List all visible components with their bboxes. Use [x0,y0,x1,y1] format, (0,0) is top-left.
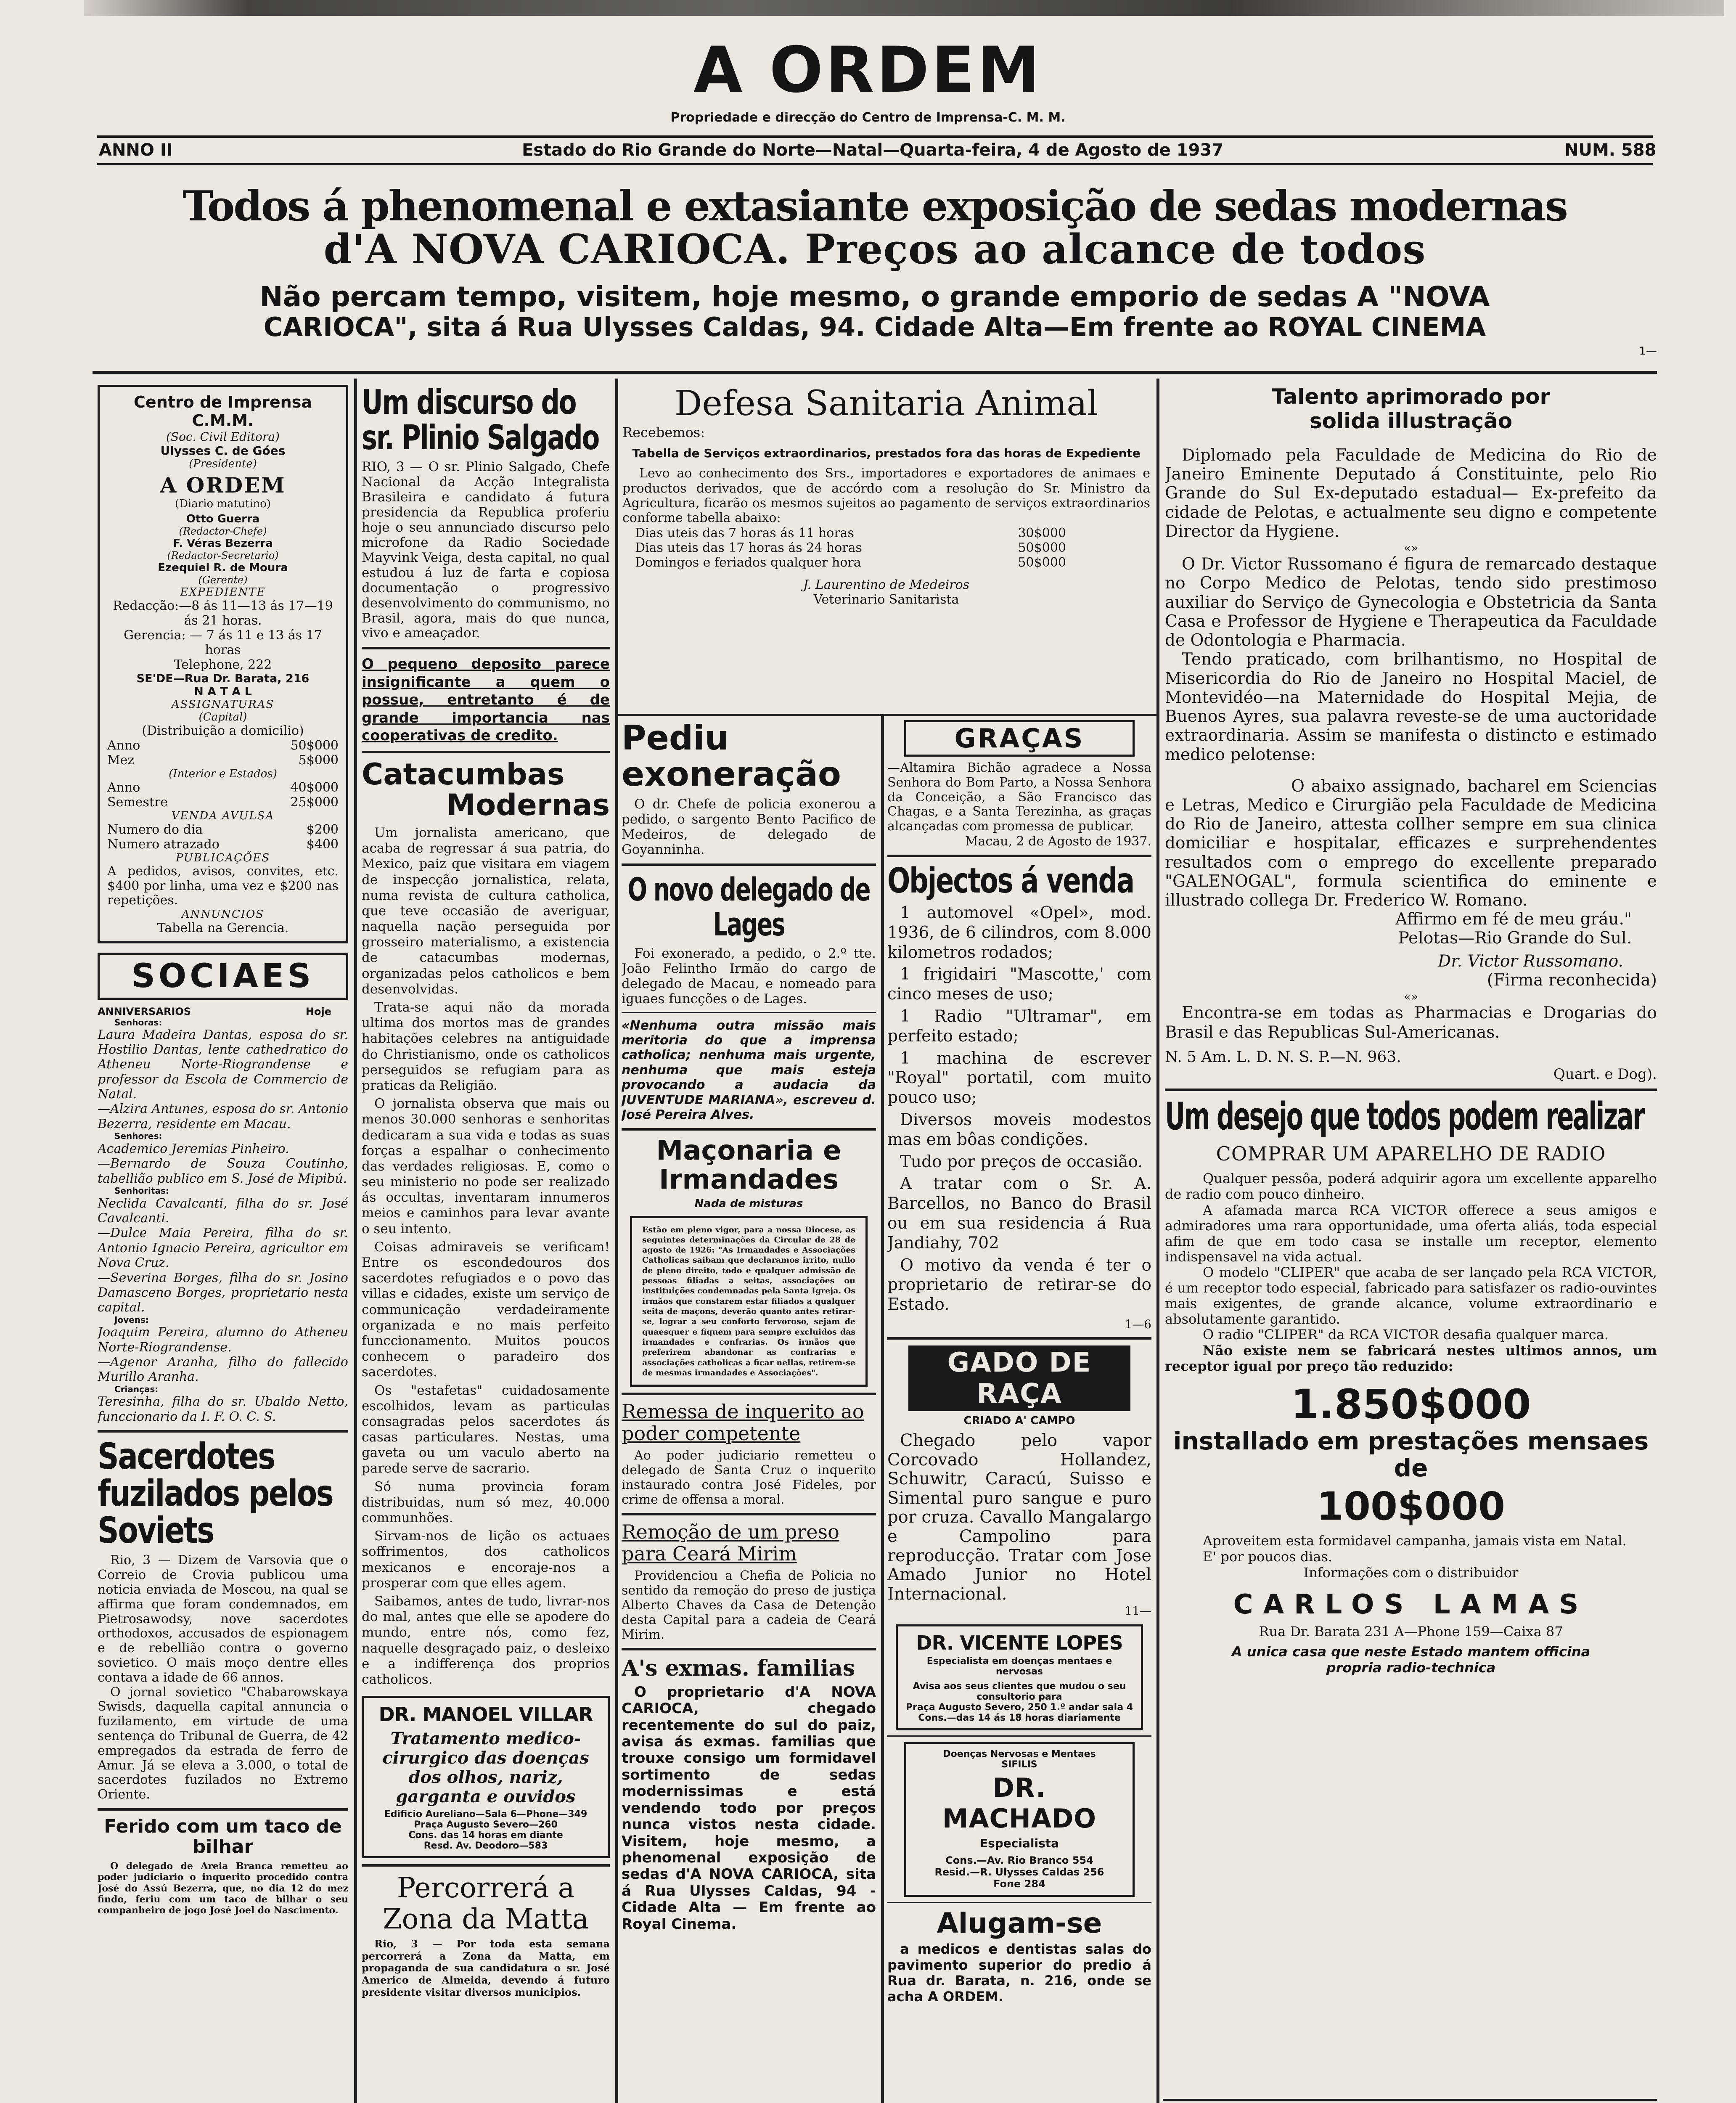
sacerdotes-headline: Sacerdotes fuzilados pelos Soviets [98,1436,333,1552]
imprensa-quote: «Nenhuma outra missão mais meritoria do que a imprensa catholica; nenhuma mais urgente, nenhuma que mais esteja provocando a audacia da JUVENTUDE MARIANA», escreveu d. José Pereira Alves. [622,1018,876,1122]
radio-distributor: CARLOS LAMAS [1233,1589,1589,1621]
column-rule-3 [881,715,884,2103]
catacumbas-headline-2: Modernas [446,788,610,823]
gracas-headline: GRAÇAS [904,720,1135,757]
remocao-headline: Remoção de um preso para Ceará Mirim [622,1520,839,1565]
sociaes-title: SOCIAES [98,953,348,1000]
column-rule-4 [1156,379,1159,2103]
defesa-rule [618,714,1156,716]
machado-ad: Doenças Nervosas e Mentaes SIFILIS DR. MACHADO Especialista Cons.—Av. Rio Branco 554 Resid.—R. Ulysses Caldas 256 Fone 284 [904,1742,1135,1897]
centro-imprensa-box: Centro de Imprensa C.M.M. (Soc. Civil Editora) Ulysses C. de Góes (Presidente) A ORDEM (Diario matutino) Otto Guerra (Redactor-Chefe) F. Véras Bezerra (Redactor-Secretario) Ezequiel R. de Moura (Gerente) EXPEDIENTE Redacção:—8 ás 11—13 ás 17—19 ás 21 horas. Gerencia: — 7 ás 11 e 13 ás 17 horas Telephone, 222 SE'DE—Rua Dr. Barata, 216 N A T A L ASSIGNATURAS (Capital) (Distribuição a domicilio) Anno 50$000 Mez 5$000 (Interior e Estados) Anno 40$000 Semestre 25$000 VENDA AVULSA Numero do dia $200 Numero atrazado $400 PUBLICAÇÕES A pedidos, avisos, convites, etc. $400 por linha, uma vez e $200 nas repetições. ANNUNCIOS Tabella na Gerencia. [98,385,348,943]
alugam-headline: Alugam-se [937,1907,1102,1940]
masthead-title: A ORDEM [693,34,1043,107]
maconaria-headline: Maçonaria e Irmandades [656,1135,842,1196]
percorrera-headline: Percorrerá a Zona da Matta [382,1872,589,1935]
masthead [0,0,1736,185]
banner-ad [93,182,1657,366]
maconaria-box: Estão em pleno vigor, para a nossa Diocese, as seguintes determinações da Circular de 28 de agosto de 1926: "As Irmandades e Associações Catholicas saibam que declaramos irrito, nullo de pleno direito, todo e qualquer admissão de pessoas filiadas a seitas, associações ou instituições condemnadas pela Santa Igreja. Os irmãos que constarem estar filiados a qualquer seita de maçons, deverão quanto antes retirar-se, lograr a seu conforto fervoroso, sejam de quaesquer e fiquem para sempre excluidos das irmandades e confrarias. Os irmãos que preferirem abandonar as confrarias e associações catholicas a ficar nellas, retirem-se de mesmas irmandades e Associações". [630,1216,868,1387]
banner-tag: 1— [1639,345,1657,358]
radio-price-monthly: 100$000 [1316,1484,1506,1529]
ferido-headline: Ferido com um taco de bilhar [104,1815,342,1858]
gado-headline: GADO DE RAÇA [908,1345,1130,1411]
banner-line-3: Não percam tempo, visitem, hoje mesmo, o grande emporio de sedas A "NOVA [259,280,1490,313]
talento-headline: Talento aprimorado por solida illustração [1271,385,1551,433]
banner-line-2: d'A NOVA CARIOCA. Preços ao alcance de todos [323,225,1426,273]
exmas-headline: A's exmas. familias [622,1655,855,1682]
column-1: Centro de Imprensa C.M.M. (Soc. Civil Editora) Ulysses C. de Góes (Presidente) A ORDEM (Diario matutino) Otto Guerra (Redactor-Chefe) F. Véras Bezerra (Redactor-Secretario) Ezequiel R. de Moura (Gerente) EXPEDIENTE Redacção:—8 ás 11—13 ás 17—19 ás 21 horas. Gerencia: — 7 ás 11 e 13 ás 17 horas Telephone, 222 SE'DE—Rua Dr. Barata, 216 N A T A L ASSIGNATURAS (Capital) (Distribuição a domicilio) Anno 50$000 Mez 5$000 (Interior e Estados) Anno 40$000 Semestre 25$000 VENDA AVULSA Numero do dia $200 Numero atrazado $400 PUBLICAÇÕES A pedidos, avisos, convites, etc. $400 por linha, uma vez e $200 nas repetições. ANNUNCIOS Tabella na Gerencia. SOCIAES ANNIVERSARIOS Hoje Senhoras: Laura Madeira Dantas, esposa do sr. Hostilio Dantas, lente cathedratico do Atheneu Norte-Riograndense e professor da Escola de Commercio de Natal. —Alzira Antunes, esposa do sr. Antonio Bezerra, residente em Macau. Senhores: Academico Jeremias Pinheiro. —Bernardo de Souza Coutinho, tabellião publico em S. José de Mipibú. Senhoritas: Neclida Cavalcanti, filha do sr. José Cavalcanti. —Dulce Maia Pereira, filha do sr. Antonio Ignacio Pereira, agricultor em Nova Cruz. —Severina Borges, filha do sr. Josino Damasceno Borges, proprietario nesta capital. Jovens: Joaquim Pereira, alumno do Atheneu Norte-Riograndense. —Agenor Aranha, filho do fallecido Murillo Aranha. Crianças: Teresinha, filha do sr. Ubaldo Netto, funccionario da I. F. O. C. S. Sacerdotes fuzilados pelos Soviets Rio, 3 — Dizem de Varsovia que o Correio de Crovia publicou uma noticia enviada de Moscou, na qual se affirma que foram condemnados, em Pietrosawodsy, nove sacerdotes orthodoxos, accusados de espionagem e de rebellião contra o governo sovietico. O mais moço dentre elles contava a idade de 66 annos. O jornal sovietico "Chabarowskaya Swisds, daquella capital annuncia o fuzilamento, em virtude de uma sentença do Tribunal de Guerra, de 42 empregados da estrada de ferro de Amur. Já se eleva a 3.000, o total de sacerdotes fuzilados no Extremo Oriente. Ferido com um taco de bilhar O delegado de Areia Branca remetteu ao poder judiciario o inquerito procedido contra José do Assú Bezerra, que, no dia 12 do mez findo, feriu com um taco de bilhar o seu companheiro de jogo José Joel do Nascimento. [98,385,348,2103]
masthead-subtitle: Propriedade e direcção do Centro de Imprensa-C. M. M. [670,110,1066,125]
sociaes-entries: Laura Madeira Dantas, esposa do sr. Hostilio Dantas, lente cathedratico do Atheneu Norte-Riograndense e professor da Escola de Commercio de Natal. —Alzira Antunes, esposa do sr. Antonio Bezerra, residente em Macau. Senhores: Academico Jeremias Pinheiro. —Bernardo de Souza Coutinho, tabellião publico em S. José de Mipibú. Senhoritas: Neclida Cavalcanti, filha do sr. José Cavalcanti. —Dulce Maia Pereira, filha do sr. Antonio Ignacio Pereira, agricultor em Nova Cruz. —Severina Borges, filha do sr. Josino Damasceno Borges, proprietario nesta capital. Jovens: Joaquim Pereira, alumno do Atheneu Norte-Riograndense. —Agenor Aranha, filho do fallecido Murillo Aranha. Crianças: Teresinha, filha do sr. Ubaldo Netto, funccionario da I. F. O. C. S. [98,1027,348,1424]
banner-line-1: Todos á phenomenal e extasiante exposição de sedas modernas [183,182,1567,230]
radio-headline: Um desejo que todos podem realizar [1165,1094,1644,1139]
banner-rule [93,371,1657,374]
discurso-headline: Um discurso do sr. Plinio Salgado [362,385,599,457]
objectos-headline: Objectos á venda [887,861,1134,901]
column-2: Um discurso do sr. Plinio Salgado RIO, 3 — O sr. Plinio Salgado, Chefe Nacional da Acção Integralista Brasileira e candidato á futura presidencia da Republica proferiu hoje o seu annunciado discurso pelo microfone da Radio Sociedade Mayvink Veiga, desta capital, no qual estudou á luz de farta e copiosa documentação o progressivo desenvolvimento do communismo, no Brasil, agora, mais do que nunca, vivo e ameaçador. O pequeno deposito parece insignificante a quem o possue, entretanto é de grande importancia nas cooperativas de credito. Catacumbas Modernas Um jornalista americano, que acaba de regressar á sua patria, do Mexico, paiz que visitara em viagem de inspecção jornalistica, relata, numa revista de cultura catholica, que teve occasião de averiguar, naquella nação perseguida por grosseiro materialismo, a existencia de catacumbas modernas, organizadas pelos catholicos e bem desenvolvidas. Trata-se aqui não da morada ultima dos mortos mas de grandes habitações celebres na antiguidade do Christianismo, onde os catholicos perseguidos se refugiam para as praticas da Religião. O jornalista observa que mais ou menos 30.000 senhoras e senhoritas dedicaram a sua vida e todas as suas forças a espalhar o conhecimento das verdades religiosas. E, como o seu ministerio no pode ser realizado ás occultas, inventaram innumeros meios e caminhos para levar avante o seu intento. Coisas admiraveis se verificam! Entre os escondedouros dos sacerdotes refugiados e o povo das villas e cidades, existe um serviço de communicação verdadeiramente organizada e no mais perfeito funccionamento. Muitos poucos conhecem o paradeiro dos sacerdotes. Os "estafetas" cuidadosamente escolhidos, levam as particulas consagradas pelos sacerdotes ás casas particulares. Nestas, uma gaveta ou um vaculo aberto na parede serve de sacrario. Só numa provincia foram distribuidas, num só mez, 40.000 communhões. Sirvam-nos de lição os actuaes soffrimentos, dos catholicos mexicanos e encoraje-nos a prosperar com que elles agem. Saibamos, antes de tudo, livrar-nos do mal, antes que elle se apodere do mundo, entre nós, como fez, naquelle desgraçado paiz, o desleixo e a indifferença dos proprios catholicos. DR. MANOEL VILLAR Tratamento medico-cirurgico das doenças dos olhos, nariz, garganta e ouvidos Edificio Aureliano—Sala 6—Phone—349 Praça Augusto Severo—260 Cons. das 14 horas em diante Resd. Av. Deodoro—583 Percorrerá a Zona da Matta Rio, 3 — Por toda esta semana percorrerá a Zona da Matta, em propaganda de sua candidatura o sr. José Americo de Almeida, devendo á futuro presidente visitar diversos municipios. [362,385,610,1999]
column-5: Talento aprimorado por solida illustração Diplomado pela Faculdade de Medicina do Rio de Janeiro Eminente Deputado á Constituinte, pelo Rio Grande do Sul Ex-deputado estadual— Ex-prefeito da cidade de Pelotas, e actualmente seu digno e competente Director da Hygiene. «» O Dr. Victor Russomano é figura de remarcado destaque no Corpo Medico de Pelotas, tendo sido prestimoso auxiliar do Serviço de Gynecologia e Obstetricia da Santa Casa e Professor de Hygiene e Therapeutica da Faculdade de Odontologia e Pharmacia. Tendo praticado, com brilhantismo, no Hospital de Misericordia do Rio de Janeiro no Hospital Maciel, de Montevidéo—na Maternidade do Hospital Mejia, de Buenos Ayres, sua palavra reveste-se de uma auctoridade extraordinaria. Assim se manifesta o distincto e estimado medico pelotense: O abaixo assignado, bacharel em Sciencias e Letras, Medico e Cirurgião pela Faculdade de Medicina do Rio de Janeiro, attesta collher sempre em sua clinica domiciliar e hospitalar, efficazes e surprehendentes resultados com o emprego do excellente preparado "GALENOGAL", formula scientifica do eminente e illustrado collega Dr. Frederico W. Romano. Affirmo em fé de meu gráu." Pelotas—Rio Grande do Sul. Dr. Victor Russomano. (Firma reconhecida) «» Encontra-se em todas as Pharmacias e Drogarias do Brasil e das Republicas Sul-Americanas. N. 5 Am. L. D. N. S. P.—N. 963. Quart. e Dog). Um desejo que todos podem realizar COMPRAR UM APARELHO DE RADIO Qualquer pessôa, poderá adquirir agora um excellente apparelho de radio com pouco dinheiro. A afamada marca RCA VICTOR offerece a seus amigos e admiradores uma rara opportunidade, uma oferta aliás, toda especial afim de que em todo casa se installe um receptor, elemento indispensavel na vida actual. O modelo "CLIPER" que acaba de ser lançado pela RCA VICTOR, é um receptor todo especial, fabricado para satisfazer os radio-ouvintes mais exigentes, de grande alcance, volume extraordinario e absolutamente garantido. O radio "CLIPER" da RCA VICTOR desafia qualquer marca. Não existe nem se fabricará nestes ultimos annos, um receptor igual por preço tão reduzido: 1.850$000 installado em prestações mensaes de 100$000 Aproveitem esta formidavel campanha, jamais vista em Natal. E' por poucos dias. Informações com o distribuidor CARLOS LAMAS Rua Dr. Barata 231 A—Phone 159—Caixa 87 A unica casa que neste Estado mantem officina propria radio-technica [1165,385,1657,1676]
defesa-headline: Defesa Sanitaria Animal [674,385,1098,424]
catacumbas-headline-1: Catacumbas [362,757,565,792]
column-4: GRAÇAS —Altamira Bichão agradece a Nossa Senhora do Bom Parto, a Nossa Senhora da Conceição, a São Francisco das Chagas, e a Santa Terezinha, as graças alcançadas com promessa de publicar. Macau, 2 de Agosto de 1937. Objectos á venda 1 automovel «Opel», mod. 1936, de 6 cilindros, com 8.000 kilometros rodados; 1 frigidairi "Mascotte,' com cinco meses de uso; 1 Radio "Ultramar", em perfeito estado; 1 machina de escrever "Royal" portatil, com muito pouco uso; Diversos moveis modestos mas em bôas condições. Tudo por preços de occasião. A tratar com o Sr. A. Barcellos, no Banco do Brasil ou em sua residencia á Rua Jandiahy, 702 O motivo da venda é ter o proprietario de retirar-se do Estado. 1—6 GADO DE RAÇA CRIADO A' CAMPO Chegado pelo vapor Corcovado Hollandez, Schuwitr, Caracú, Suisso e Simental puro sangue e puro por cruza. Cavallo Mangalargo e Campolino para reproducção. Tratar com Jose Amado Junior no Hotel Internacional. 11— DR. VICENTE LOPES Especialista em doenças mentaes e nervosas Avisa aos seus clientes que mudou o seu consultorio para Praça Augusto Severo, 250 1.º andar sala 4 Cons.—das 14 ás 18 horas diariamente Doenças Nervosas e Mentaes SIFILIS DR. MACHADO Especialista Cons.—Av. Rio Branco 554 Resid.—R. Ulysses Caldas 256 Fone 284 Alugam-se a medicos e dentistas salas do pavimento superior do predio á Rua dr. Barata, n. 216, onde se acha A ORDEM. [887,720,1151,2103]
defesa-sanitaria: Defesa Sanitaria Animal Recebemos: Tabella de Serviços extraordinarios, prestados fora das horas de Expediente Levo ao conhecimento dos Srs., importadores e exportadores de animaes e productos derivados, que de accórdo com a resolução do Sr. Ministro da Agricultura, ficarão os mesmos sujeitos ao pagamento de serviços extraordinarios conforme tabella abaixo: Dias uteis das 7 horas ás 11 horas 30$000 Dias uteis das 17 horas ás 24 horas 50$000 Domingos e feriados qualquer hora 50$000 J. Laurentino de Medeiros Veterinario Sanitarista [622,385,1150,607]
gado-box: GADO DE RAÇA CRIADO A' CAMPO [908,1345,1130,1427]
masthead-dateline: Estado do Rio Grande do Norte—Natal—Quarta-feira, 4 de Agosto de 1937 [521,140,1224,160]
masthead-year: ANNO II [99,140,173,160]
centro-title: Centro de Imprensa C.M.M. [134,393,312,430]
column-rule-1 [354,379,357,2103]
cooperativa-quote: O pequeno deposito parece insignificante a quem o possue, entretanto é de grande importancia nas cooperativas de credito. [362,656,610,744]
radio-price: 1.850$000 [1291,1380,1531,1428]
pediu-headline: Pediu exoneração [622,720,841,794]
masthead-number: NUM. 588 [1564,140,1657,160]
villar-ad: DR. MANOEL VILLAR Tratamento medico-cirurgico das doenças dos olhos, nariz, garganta e ouvidos Edificio Aureliano—Sala 6—Phone—349 Praça Augusto Severo—260 Cons. das 14 horas em diante Resd. Av. Deodoro—583 [362,1696,610,1858]
lopes-ad: DR. VICENTE LOPES Especialista em doenças mentaes e nervosas Avisa aos seus clientes que mudou o seu consultorio para Praça Augusto Severo, 250 1.º andar sala 4 Cons.—das 14 ás 18 horas diariamente [896,1624,1143,1730]
column-rule-2 [615,379,618,2103]
column-3: Pediu exoneração O dr. Chefe de policia exonerou a pedido, o sargento Bento Pacifico de Medeiros, de delegado de Goyanninha. O novo delegado de Lages Foi exonerado, a pedido, o 2.º tte. João Felintho Irmão do cargo de delegado de Macau, e nomeado para iguaes funcções o de Lages. «Nenhuma outra missão mais meritoria do que a imprensa catholica; nenhuma mais urgente, nenhuma que mais esteja provocando a audacia da JUVENTUDE MARIANA», escreveu d. José Pereira Alves. Maçonaria e Irmandades Nada de misturas Estão em pleno vigor, para a nossa Diocese, as seguintes determinações da Circular de 28 de agosto de 1926: "As Irmandades e Associações Catholicas saibam que declaramos irrito, nullo de pleno direito, todo e qualquer admissão de pessoas filiadas a seitas, associações ou instituições condemnadas pela Santa Igreja. Os irmãos que constarem estar filiados a qualquer seita de maçons, deverão quanto antes retirar-se, lograr a seu conforto fervoroso, sejam de quaesquer e fiquem para sempre excluidos das irmandades e confrarias. Os irmãos que preferirem abandonar as confrarias e associações catholicas a ficar nellas, retirem-se de mesmas irmandades e Associações". Remessa de inquerito ao poder competente Ao poder judiciario remetteu o delegado de Santa Cruz o inquerito instaurado contra José Fideles, por crime de offensa a moral. Remoção de um preso para Ceará Mirim Providenciou a Chefia de Policia no sentido da remoção do preso de justiça Alberto Chaves da Casa de Detenção desta Capital para a cadeia de Ceará Mirim. A's exmas. familias O proprietario d'A NOVA CARIOCA, chegado recentemente do sul do paiz, avisa ás exmas. familias que trouxe consigo um formidavel sortimento de sedas modernissimas e está vendendo todo por preços nunca vistos nesta cidade. Visitem, hoje mesmo, a phenomenal exposição de sedas d'A NOVA CARIOCA, sita á Rua Ulysses Caldas, 94 - Cidade Alta — Em frente ao Royal Cinema. [622,720,876,1933]
novo-delegado-headline: O novo delegado de Lages [627,870,870,943]
masthead-rule-bottom [97,163,1653,165]
top-edge-band [84,0,1724,16]
col5-bottom-rule [1163,2099,1657,2101]
centro-paper-name: A ORDEM [160,473,286,498]
remessa-headline: Remessa de inquerito ao poder competente [622,1400,864,1445]
masthead-rule-top [97,135,1653,138]
banner-line-4: CARIOCA", sita á Rua Ulysses Caldas, 94. Cidade Alta—Em frente ao ROYAL CINEMA [263,311,1486,342]
